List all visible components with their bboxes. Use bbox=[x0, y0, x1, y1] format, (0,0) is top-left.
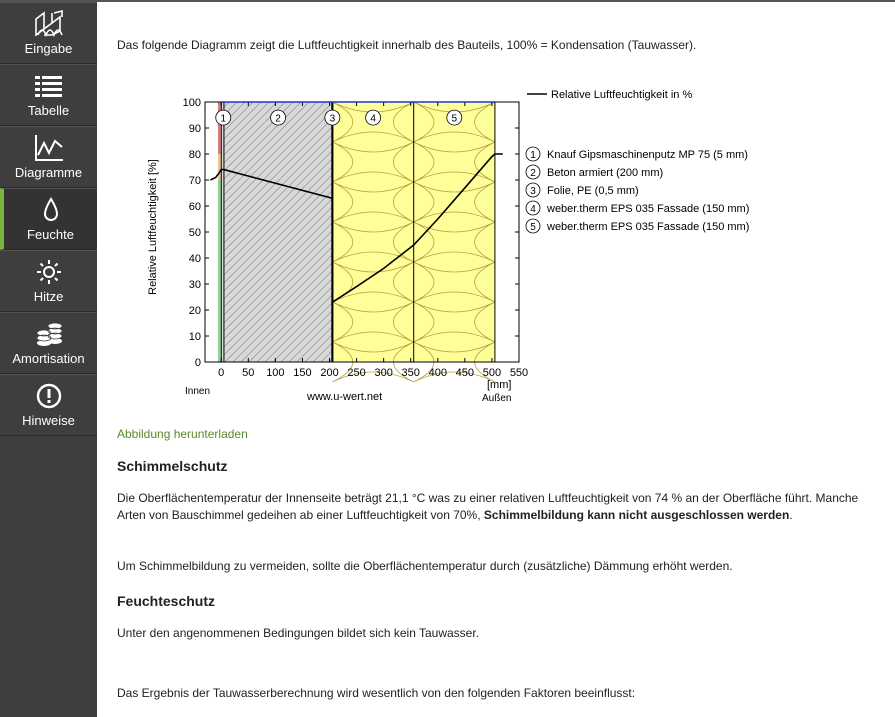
y-tick-label: 100 bbox=[182, 97, 201, 109]
y-axis-label: Relative Luftfeuchtigkeit [%] bbox=[147, 159, 159, 295]
sidebar-item-hinweise[interactable] bbox=[0, 374, 97, 436]
mold-protection-text bbox=[117, 490, 877, 524]
legend-layer-number: 1 bbox=[530, 150, 536, 161]
legend-layer-number: 5 bbox=[530, 222, 536, 233]
legend-series-label: Relative Luftfeuchtigkeit in % bbox=[551, 89, 693, 101]
layer-badge-4 bbox=[366, 110, 381, 125]
moisture-protection-text: Unter den angenommenen Bedingungen bildet sich kein Tauwasser. bbox=[117, 626, 480, 640]
legend-layer-number: 3 bbox=[530, 186, 536, 197]
layer-badge-3 bbox=[325, 110, 340, 125]
sidebar-item-hitze[interactable] bbox=[0, 250, 97, 312]
sidebar-item-eingabe[interactable] bbox=[0, 2, 97, 64]
y-tick-label: 90 bbox=[188, 123, 201, 135]
main-content bbox=[97, 2, 895, 717]
y-tick-label: 40 bbox=[188, 253, 201, 265]
watermark: www.u-wert.net bbox=[307, 391, 383, 403]
legend-layer-2 bbox=[526, 165, 663, 179]
sidebar bbox=[0, 2, 97, 717]
y-tick-label: 80 bbox=[188, 149, 201, 161]
y-tick-label: 10 bbox=[188, 331, 201, 343]
layer-2-fill bbox=[224, 102, 332, 362]
sidebar-item-diagramme[interactable] bbox=[0, 126, 97, 188]
mold-warning: Schimmelbildung kann nicht ausgeschlossen werden bbox=[483, 508, 790, 522]
mold-text-part: Die Oberflächentemperatur der Innenseite beträgt 21,1 °C was zu einer relativen Luftfeuchtigkeit von 74 % an der Oberfläche führt. Manche Arten von Bauschimmel gedeihen ab einer Luftfeuchtigkeit von 70%, bbox=[117, 491, 859, 522]
legend-layer-name: weber.therm EPS 035 Fassade (150 mm) bbox=[547, 221, 750, 233]
sidebar-item-label: Tabelle bbox=[27, 103, 70, 118]
sidebar-item-label: Hitze bbox=[33, 289, 64, 304]
factors-intro-text: Das Ergebnis der Tauwasserberechnung wird wesentlich von den folgenden Faktoren beeinflusst: bbox=[117, 686, 636, 700]
mold-protection-heading: Schimmelschutz bbox=[117, 458, 228, 474]
sidebar-item-tabelle[interactable] bbox=[0, 64, 97, 126]
sidebar-item-label: Diagramme bbox=[14, 165, 83, 180]
inside-label: Innen bbox=[185, 386, 211, 397]
y-tick-label: 0 bbox=[194, 357, 201, 369]
layer-badge-number: 5 bbox=[451, 113, 458, 125]
y-tick-label: 30 bbox=[188, 279, 201, 291]
legend-layer-5 bbox=[526, 219, 749, 233]
x-tick-label: 550 bbox=[509, 367, 529, 379]
x-tick-label: 50 bbox=[242, 367, 255, 379]
y-tick-label: 50 bbox=[188, 227, 201, 239]
table-icon bbox=[32, 71, 66, 101]
legend-layer-name: Beton armiert (200 mm) bbox=[547, 167, 664, 179]
legend-layer-name: weber.therm EPS 035 Fassade (150 mm) bbox=[547, 203, 750, 215]
inside-zone-red bbox=[218, 102, 221, 154]
inside-zone-orange bbox=[218, 154, 221, 180]
coins-icon bbox=[32, 319, 66, 349]
sidebar-item-label: Hinweise bbox=[22, 413, 75, 428]
x-unit-label: [mm] bbox=[487, 379, 512, 391]
layer-badge-5 bbox=[447, 110, 462, 125]
sidebar-item-label: Amortisation bbox=[12, 351, 85, 366]
layer-badge-1 bbox=[216, 110, 231, 125]
layer-badge-number: 2 bbox=[275, 113, 281, 125]
inside-zone-green bbox=[218, 180, 221, 362]
mold-text-end: . bbox=[789, 508, 793, 522]
legend-layer-number: 2 bbox=[530, 168, 536, 179]
y-tick-label: 20 bbox=[188, 305, 201, 317]
sidebar-item-feuchte[interactable] bbox=[0, 188, 97, 250]
sidebar-item-label: Feuchte bbox=[27, 227, 74, 242]
layer-badge-number: 1 bbox=[220, 113, 227, 125]
exclamation-icon bbox=[32, 381, 66, 411]
layer-badge-2 bbox=[271, 110, 286, 125]
legend-layer-number: 4 bbox=[530, 204, 536, 215]
layer-badge-number: 4 bbox=[370, 113, 376, 125]
droplet-icon bbox=[34, 195, 68, 225]
x-tick-label: 350 bbox=[401, 367, 420, 379]
intro-text: Das folgende Diagramm zeigt die Luftfeuchtigkeit innerhalb des Bauteils, 100% = Kondensation (Tauwasser). bbox=[117, 38, 697, 52]
legend-layer-3 bbox=[526, 183, 639, 197]
legend-layer-1 bbox=[526, 147, 748, 161]
legend-layer-name: Knauf Gipsmaschinenputz MP 75 (5 mm) bbox=[547, 149, 748, 161]
mold-advice-text: Um Schimmelbildung zu vermeiden, sollte die Oberflächentemperatur durch (zusätzliche) Dämmung erhöht werden. bbox=[117, 559, 733, 573]
wall-layers-icon bbox=[32, 9, 66, 39]
humidity-chart bbox=[137, 82, 857, 412]
x-tick-label: 150 bbox=[293, 367, 312, 379]
legend-layer-4 bbox=[526, 201, 749, 215]
outside-label: Außen bbox=[482, 393, 512, 404]
sun-icon bbox=[32, 257, 66, 287]
x-tick-label: 250 bbox=[347, 367, 366, 379]
y-tick-label: 60 bbox=[188, 201, 201, 213]
chart-icon bbox=[32, 133, 66, 163]
x-tick-label: 400 bbox=[428, 367, 447, 379]
y-tick-label: 70 bbox=[188, 175, 201, 187]
x-tick-label: 100 bbox=[266, 367, 285, 379]
legend-layer-name: Folie, PE (0,5 mm) bbox=[547, 185, 639, 197]
x-tick-label: 300 bbox=[374, 367, 393, 379]
x-tick-label: 0 bbox=[218, 367, 225, 379]
chart-legend bbox=[526, 89, 749, 233]
sidebar-item-label: Eingabe bbox=[24, 41, 73, 56]
x-tick-label: 450 bbox=[455, 367, 475, 379]
download-figure-link[interactable]: Abbildung herunterladen bbox=[117, 427, 248, 441]
x-tick-label: 200 bbox=[320, 367, 339, 379]
moisture-protection-heading: Feuchteschutz bbox=[117, 593, 216, 609]
x-tick-label: 500 bbox=[482, 367, 502, 379]
sidebar-item-amortisation[interactable] bbox=[0, 312, 97, 374]
layer-badge-number: 3 bbox=[329, 113, 336, 125]
